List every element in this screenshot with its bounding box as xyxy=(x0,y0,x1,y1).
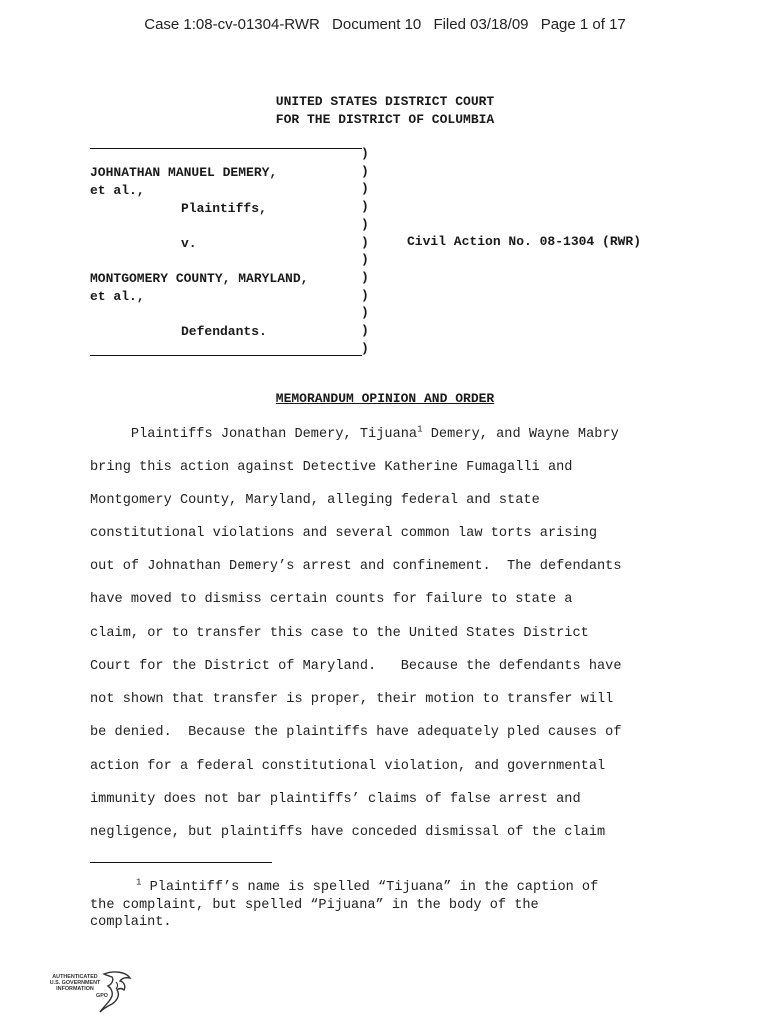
ecf-header xyxy=(0,16,770,33)
caption-top-rule xyxy=(90,148,362,149)
footnote-separator xyxy=(90,862,272,863)
seal-line-3: INFORMATION xyxy=(56,986,94,993)
footnote-line-2: the complaint, but spelled “Pijuana” in the body of the xyxy=(90,898,539,913)
caption-paren-column: ) ) ) ) ) ) ) ) ) ) ) ) xyxy=(361,146,369,356)
seal-line-1: AUTHENTICATED xyxy=(52,974,98,980)
body-line-8: Court for the District of Maryland. Because the defendants have xyxy=(90,659,622,674)
filed-date: Filed 03/18/09 xyxy=(433,16,529,33)
body-line-2: bring this action against Detective Katherine Fumagalli and xyxy=(90,460,573,475)
body-line-5: out of Johnathan Demery’s arrest and confinement. The defendants xyxy=(90,559,622,574)
body-line-4: constitutional violations and several common law torts arising xyxy=(90,526,598,541)
defendant-name: MONTGOMERY COUNTY, MARYLAND, xyxy=(90,271,309,286)
case-number: Case 1:08-cv-01304-RWR xyxy=(144,16,320,33)
body-line-11: action for a federal constitutional violation, and governmental xyxy=(90,759,606,774)
body-line-9: not shown that transfer is proper, their motion to transfer will xyxy=(90,692,614,707)
body-line-1a: Plaintiffs Jonathan Demery, Tijuana xyxy=(90,427,418,442)
civil-action-number: Civil Action No. 08-1304 (RWR) xyxy=(407,234,642,249)
seal-line-2: U.S. GOVERNMENT xyxy=(49,980,101,987)
body-line-1b: Demery, and Wayne Mabry xyxy=(422,427,619,442)
body-line-12: immunity does not bar plaintiffs’ claims of false arrest and xyxy=(90,792,581,807)
defendants-role: Defendants. xyxy=(181,324,267,339)
caption-bottom-rule xyxy=(90,355,362,356)
versus: v. xyxy=(181,236,197,251)
plaintiff-name: JOHNATHAN MANUEL DEMERY, xyxy=(90,165,278,180)
body-line-3: Montgomery County, Maryland, alleging federal and state xyxy=(90,493,540,508)
footnote-reference[interactable]: 1 xyxy=(417,424,423,435)
document-title: MEMORANDUM OPINION AND ORDER xyxy=(275,391,495,406)
footnote-text-1: Plaintiff’s name is spelled “Tijuana” in the caption of xyxy=(141,880,599,895)
footnote-line-1 xyxy=(136,877,599,895)
footnote-line-3: complaint. xyxy=(90,915,172,930)
court-name xyxy=(0,93,770,129)
body-line-7: claim, or to transfer this case to the United States District xyxy=(90,626,589,641)
seal-line-4: GPO xyxy=(96,992,108,999)
footnote-marker: 1 xyxy=(136,877,142,888)
body-line-1 xyxy=(90,424,619,442)
body-line-13: negligence, but plaintiffs have conceded dismissal of the claim xyxy=(90,825,606,840)
page-indicator: Page 1 of 17 xyxy=(540,16,626,33)
court-line-1: UNITED STATES DISTRICT COURT xyxy=(275,94,495,109)
eagle-icon xyxy=(96,968,136,1014)
body-line-6: have moved to dismiss certain counts for failure to state a xyxy=(90,592,573,607)
document-number: Document 10 xyxy=(332,16,422,33)
court-line-2: FOR THE DISTRICT OF COLUMBIA xyxy=(275,112,495,127)
defendant-et-al: et al., xyxy=(90,289,145,304)
gpo-authentication-seal xyxy=(40,968,130,1014)
plaintiffs-role: Plaintiffs, xyxy=(181,201,267,216)
body-line-10: be denied. Because the plaintiffs have adequately pled causes of xyxy=(90,725,622,740)
plaintiff-et-al: et al., xyxy=(90,183,145,198)
